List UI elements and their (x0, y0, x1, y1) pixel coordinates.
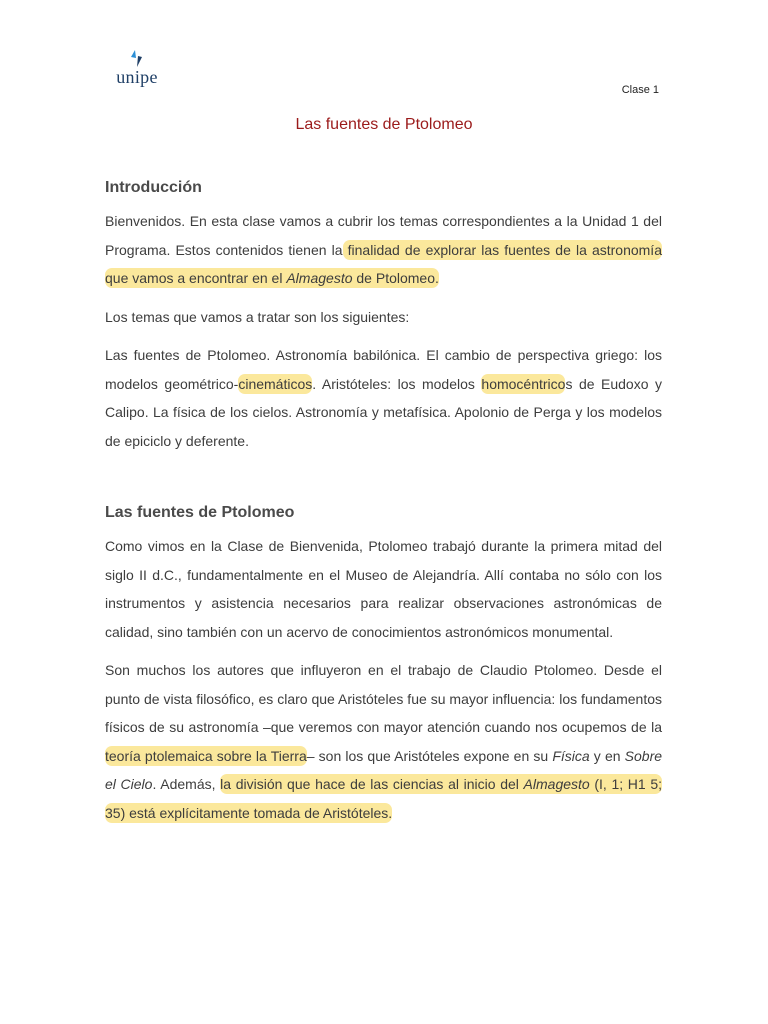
document-title: Las fuentes de Ptolomeo (295, 116, 473, 133)
highlight: teoría ptolemaica sobre la Tierra (105, 747, 307, 764)
section-heading-introduccion: Introducción (105, 179, 202, 196)
italic-text: Almagesto (523, 776, 590, 792)
text-span: Las fuentes de Ptolomeo. Astronomía babilónica. El cambio de perspectiva griego: los modelos geométrico- (105, 347, 662, 392)
text-span: s de Eudoxo y Calipo. La física de los cielos. Astronomía y metafísica. Apolonio de Perga y los modelos de epiciclo y deferente. (105, 375, 662, 449)
paragraph-fuentes-2 (105, 656, 662, 827)
highlight-text: (I, 1; H1 5; 35) está explícitamente tomada de Aristóteles. (105, 776, 663, 821)
italic-text: Almagesto (286, 270, 353, 286)
text-span: y en (589, 747, 625, 764)
text-span: Bienvenidos. En esta clase vamos a cubrir los temas correspondientes a la Unidad 1 del Programa. Estos contenidos tienen la (105, 213, 662, 258)
highlight-text: de Ptolomeo. (352, 270, 439, 286)
paragraph-intro (105, 207, 662, 293)
highlight: cinemáticos (238, 375, 313, 392)
paragraph-topics (105, 341, 662, 455)
highlight: homocéntrico (481, 375, 566, 392)
text-span: . Además, (152, 776, 221, 792)
highlight-text: la división que hace de las ciencias al inicio del (220, 776, 524, 792)
paragraph-topics-intro: Los temas que vamos a tratar son los siguientes: (105, 308, 410, 325)
document-body (105, 176, 662, 837)
paragraph-fuentes-1: Como vimos en la Clase de Bienvenida, Ptolomeo trabajó durante la primera mitad del siglo II d.C., fundamentalmente en el Museo de Alejandría. Allí contaba no sólo con los instrumentos y asistencia necesarios para realizar observaciones astronómicas de calidad, sino también con un acervo de conocimientos astronómicos monumental. (105, 538, 662, 640)
unipe-logo-mark-icon (128, 50, 146, 68)
italic-text: Sobre el Cielo (105, 747, 663, 792)
section-heading-fuentes: Las fuentes de Ptolomeo (105, 504, 295, 521)
page-label: Clase 1 (621, 84, 659, 96)
text-span: – son los que Aristóteles expone en su (306, 747, 553, 764)
italic-text: Física (552, 747, 590, 764)
unipe-logo (116, 50, 158, 86)
text-span: . Aristóteles: los modelos (312, 375, 482, 392)
logo-text: unipe (116, 67, 158, 87)
text-span: Son muchos los autores que influyeron en el trabajo de Claudio Ptolomeo. Desde el punto de vista filosófico, es claro que Aristóteles fue su mayor influencia: los fundamentos físicos de su astronomía –que veremos con mayor atención cuando nos ocupemos de la (105, 662, 662, 735)
highlight-text: finalidad de explorar las fuentes de la astronomía que vamos a encontrar en el (105, 241, 662, 286)
